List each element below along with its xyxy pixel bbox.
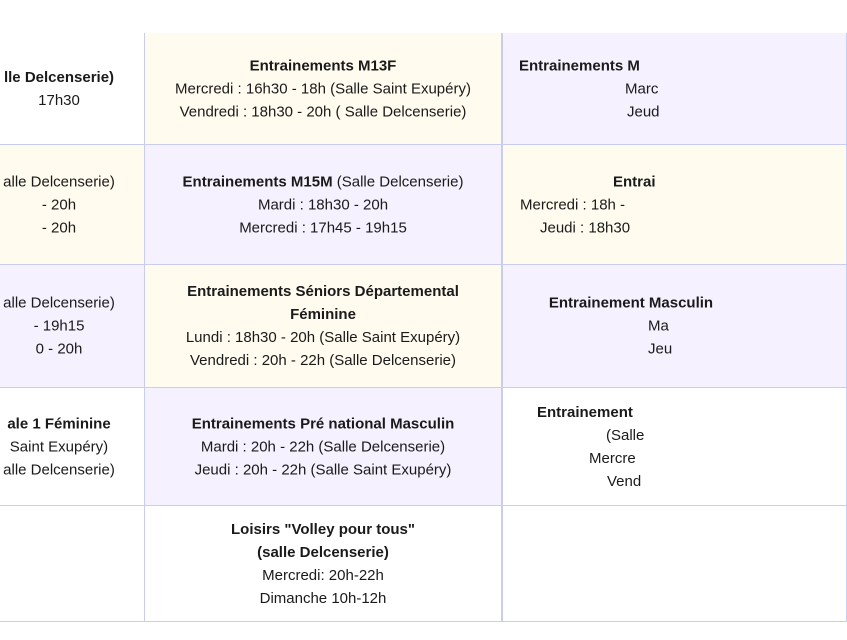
schedule-row-2 — [0, 265, 714, 388]
cell-title: Entrai — [613, 173, 656, 190]
cell-line: Ma — [648, 317, 669, 335]
cell-line: Mercredi : 18h - — [520, 196, 626, 213]
cell-line: Mardi : 20h - 22h (Salle Delcenserie) — [200, 438, 446, 455]
cell-note: alle Delcenserie) — [3, 173, 115, 190]
cell-line: Jeud — [627, 103, 660, 120]
cell-line: 0 - 20h — [35, 340, 83, 358]
schedule-row-1 — [0, 145, 656, 265]
cell-title: Loisirs "Volley pour tous" — [231, 520, 415, 538]
schedule-cell-pre-national-masculin — [145, 388, 502, 506]
cell-note: (Salle Delcenserie) — [332, 173, 464, 190]
cell-title: Entrainement Masculin — [548, 294, 714, 312]
cell-line: Mercredi: 20h-22h — [262, 566, 384, 584]
cell-line: Lundi : 18h30 - 20h (Salle Saint Exupéry) — [185, 329, 461, 346]
cell-line: Saint Exupéry) — [9, 438, 109, 455]
cell-line: - 19h15 — [33, 317, 85, 335]
cell-line: Vendredi : 20h - 22h (Salle Delcenserie) — [190, 352, 456, 369]
schedule-row-3 — [0, 388, 645, 506]
schedule-cell-r0-right — [502, 33, 847, 145]
cell-title: Entrainements M15M — [182, 173, 333, 190]
cell-line: Dimanche 10h-12h — [259, 589, 387, 607]
cell-line: Vendredi : 18h30 - 20h ( Salle Delcenserie) — [179, 103, 467, 120]
schedule-cell-r2-left — [0, 265, 145, 388]
cell-title: Entrainements M13F — [249, 57, 397, 74]
schedule-cell-m13f — [145, 33, 502, 145]
schedule-cell-r2-right — [502, 265, 847, 388]
cell-note: lle Delcenserie) — [3, 68, 115, 86]
cell-line: alle Delcenserie) — [3, 461, 115, 478]
cell-title: Entrainement — [537, 403, 633, 421]
cell-line: Jeudi : 20h - 22h (Salle Saint Exupéry) — [194, 461, 452, 478]
cell-line: (Salle — [606, 426, 645, 444]
schedule-cell-r1-right — [502, 145, 847, 265]
cell-line: Jeu — [648, 340, 673, 358]
schedule-cell-r3-right — [502, 388, 847, 506]
cell-note: alle Delcenserie) — [3, 294, 115, 312]
schedule-cell-r3-left — [0, 388, 145, 506]
schedule-cell-r4-left — [0, 506, 145, 622]
schedule-cell-r4-right — [502, 506, 847, 622]
cell-title: Entrainements M — [519, 57, 640, 74]
cell-line: Mercre — [589, 449, 636, 467]
cell-subtitle: (salle Delcenserie) — [257, 543, 389, 561]
cell-line: - 20h — [41, 219, 77, 236]
cell-line: - 20h — [41, 196, 77, 213]
cell-title: Entrainements Séniors Départemental Féminine — [187, 283, 459, 323]
cell-line: Mercredi : 17h45 - 19h15 — [239, 219, 407, 236]
schedule-row-4 — [0, 506, 640, 622]
cell-line: 17h30 — [38, 91, 80, 109]
schedule-cell-r1-left — [0, 145, 145, 265]
cell-title: ale 1 Féminine — [7, 415, 111, 432]
schedule-cell-m15m — [145, 145, 502, 265]
cell-title: Entrainements Pré national Masculin — [191, 415, 455, 432]
schedule-cell-loisirs-volley-pour-tous — [145, 506, 502, 622]
schedule-cell-r0-left — [0, 33, 145, 145]
cell-line: Vend — [607, 472, 642, 490]
cell-line: Mardi : 18h30 - 20h — [257, 196, 389, 213]
schedule-cell-seniors-departemental-feminine — [145, 265, 502, 388]
cell-line: Jeudi : 18h30 — [540, 219, 631, 236]
cell-line: Mercredi : 16h30 - 18h (Salle Saint Exupéry) — [175, 80, 471, 97]
cell-line: Marc — [625, 80, 659, 97]
schedule-row-0 — [0, 33, 660, 145]
